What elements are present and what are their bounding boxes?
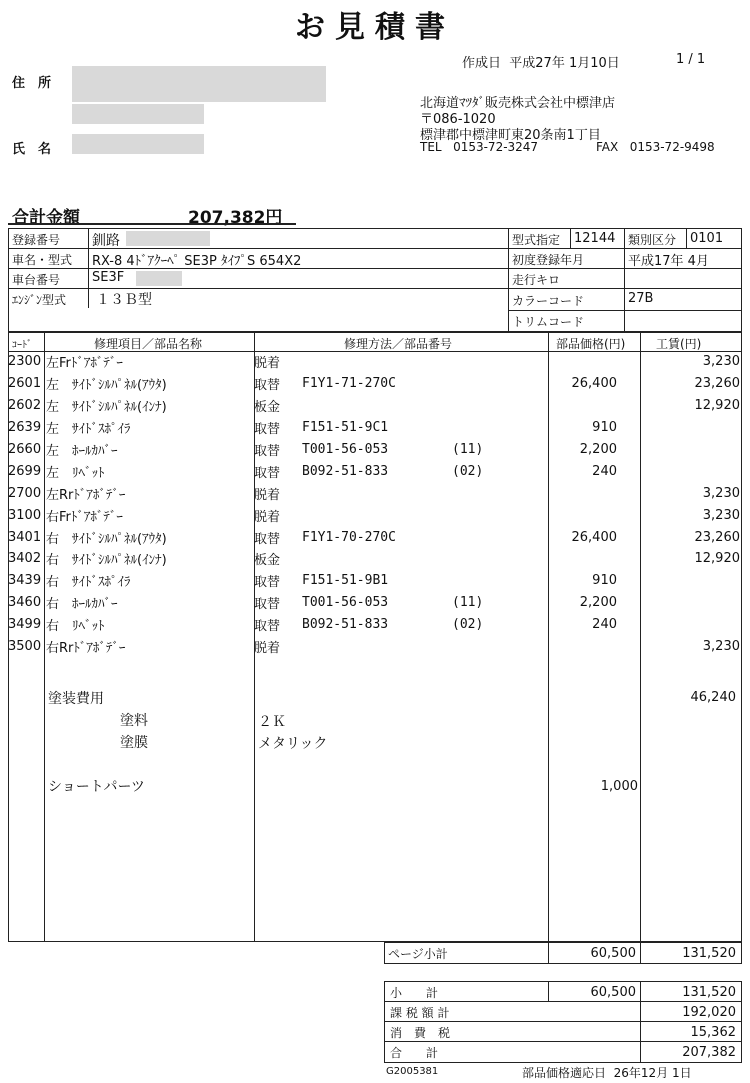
row-method: 取替 [254,597,281,613]
redacted-name [72,134,204,154]
table-row [8,351,740,373]
model-value: RX-8 4ﾄﾞｱｸｰﾍﾟ SE3P ﾀｲﾌﾟS 654X2 [92,254,302,269]
paint-film-label: 塗膜 [120,735,148,751]
paint-label: 塗装費用 [48,691,104,707]
row-method: 取替 [254,531,281,547]
row-method: 板金 [254,553,281,569]
table-row [8,570,740,592]
redacted-reg-no [126,231,210,246]
dealer-name: 北海道ﾏﾂﾀﾞ販売株式会社中標津店 [420,96,616,111]
tax-value: 15,362 [690,1025,736,1040]
short-parts-label: ショートパーツ [48,779,145,795]
total-underline [8,223,296,225]
mileage-label: 走行キロ [512,273,561,287]
row-quantity [452,548,522,570]
paint-film-value: メタリック [258,736,328,752]
row-item-name: 右Rrﾄﾞｱﾎﾞﾃﾞｰ [46,641,126,657]
row-parts-price: 240 [592,463,617,479]
row-labor-cost: 3,230 [702,485,740,501]
redacted-chassis [136,271,182,286]
table-row [8,592,740,614]
row-labor-cost: 23,260 [694,529,740,545]
row-part-number [302,548,452,570]
header-code: ｺｰﾄﾞ [12,340,32,351]
row-item-name: 右 ｻｲﾄﾞｼﾙﾊﾟﾈﾙ(ｲﾝﾅ) [46,553,167,569]
row-part-number [302,482,452,504]
row-method: 取替 [254,465,281,481]
row-part-number: B092-51-833 [302,617,389,633]
row-code: 2699 [8,463,42,479]
paint-type-label: 塗料 [120,713,148,729]
grand-total-value: 207,382 [682,1045,736,1060]
row-labor-cost [621,592,740,614]
model-label: 車名・型式 [12,253,73,267]
summary-row-divider [384,1021,742,1022]
row-parts-price: 2,200 [579,595,617,611]
table-row [8,373,740,395]
row-parts-price: 240 [592,617,617,633]
row-item-name: 右 ﾎｰﾙｶﾊﾞｰ [46,597,118,613]
row-code: 2700 [8,485,42,501]
row-quantity [452,417,522,439]
items-table-body [8,351,740,657]
chassis-label: 車台番号 [12,273,61,287]
row-part-number: B092-51-833 [302,463,389,479]
items-table [8,351,740,657]
row-quantity [452,570,522,592]
table-row [8,482,740,504]
row-parts-price [522,482,621,504]
header-method: 修理方法／部品番号 [344,337,453,351]
redacted-address [72,66,326,102]
row-item-name: 右 ﾘﾍﾞｯﾄ [46,619,105,635]
first-reg-value: 平成17年 4月 [628,254,709,269]
row-method: 取替 [254,444,281,459]
row-labor-cost: 3,230 [702,354,740,370]
row-method: 脱着 [254,509,281,525]
row-quantity [452,636,522,658]
row-code: 3499 [8,617,42,633]
page-title: お見積書 [295,10,455,45]
created-date: 平成27年 1月10日 [509,56,620,71]
row-item-name: 左Rrﾄﾞｱﾎﾞﾃﾞｰ [46,487,126,503]
header-item: 修理項目／部品名称 [94,337,203,351]
vehicle-col-divider [686,228,687,248]
row-labor-cost: 12,920 [694,398,740,414]
row-parts-price: 910 [592,420,617,436]
table-row [8,614,740,636]
paint-labor: 46,240 [690,690,736,705]
vehicle-col-divider [570,228,571,248]
table-row [8,439,740,461]
summary-row-divider [384,1001,742,1002]
row-code: 2601 [8,376,42,392]
row-quantity [452,373,522,395]
row-part-number: F1Y1-70-270C [302,529,396,545]
row-item-name: 左 ｻｲﾄﾞｼﾙﾊﾟﾈﾙ(ｱｳﾀ) [46,378,167,394]
first-reg-label: 初度登録年月 [512,253,585,267]
taxable-value: 192,020 [682,1005,736,1020]
dealer-postal: 〒086-1020 [420,112,496,127]
page-number: 1 / 1 [676,52,706,67]
row-code: 3439 [8,573,42,589]
row-item-name: 左 ｻｲﾄﾞｽﾎﾟｲﾗ [46,422,131,438]
table-row [8,504,740,526]
type-label: 型式指定 [512,233,561,247]
vehicle-row-divider [508,310,742,311]
row-method: 板金 [254,400,281,416]
page-subtotal-labor: 131,520 [682,946,736,961]
row-code: 2639 [8,420,42,436]
table-row [8,460,740,482]
redacted-address-line2 [72,104,204,124]
price-date-value: 26年12月 1日 [613,1066,692,1080]
subtotal-labor: 131,520 [682,985,736,1000]
row-code: 3500 [8,639,42,655]
row-item-name: 右Frﾄﾞｱﾎﾞﾃﾞｰ [46,509,123,525]
dealer-phone-line [420,140,538,154]
trim-label: トリムコード [512,315,585,329]
row-part-number: T001-56-053 [302,595,389,611]
row-labor-cost: 3,230 [702,639,740,655]
vehicle-col-divider [88,228,89,308]
row-parts-price [522,395,621,417]
row-labor-cost: 23,260 [694,376,740,392]
table-row [8,636,740,658]
row-item-name: 左Frﾄﾞｱﾎﾞﾃﾞｰ [46,356,123,372]
row-parts-price [522,351,621,373]
engine-value: １３Ｂ型 [96,292,152,308]
row-labor-cost: 12,920 [694,551,740,567]
row-quantity [452,504,522,526]
short-parts-price: 1,000 [600,779,638,794]
class-label: 類別区分 [628,233,677,247]
chassis-value: SE3F [92,270,125,285]
paint-type-value: ２Ｋ [258,714,286,730]
table-row [8,395,740,417]
row-method: 脱着 [254,356,281,372]
row-quantity: (02) [452,617,484,633]
row-labor-cost [621,417,740,439]
row-parts-price: 26,400 [571,529,617,545]
page-subtotal-label: ページ小計 [388,947,448,961]
row-quantity [452,526,522,548]
form-number: G2005381 [386,1066,439,1077]
header-price: 部品価格(円) [556,337,626,351]
row-code: 3401 [8,529,42,545]
row-quantity: (02) [452,463,484,479]
row-method: 脱着 [254,641,281,657]
created-date-line [462,52,620,71]
row-item-name: 左 ｻｲﾄﾞｼﾙﾊﾟﾈﾙ(ｲﾝﾅ) [46,400,167,416]
row-part-number [302,504,452,526]
total-label: 合計金額 [12,208,80,228]
row-quantity: (11) [452,442,484,457]
engine-label: ｴﾝｼﾞﾝ型式 [12,293,67,307]
price-date-label: 部品価格適応日 [522,1066,607,1080]
row-code: 2300 [8,354,42,370]
row-method: 取替 [254,619,281,635]
row-code: 3100 [8,507,42,523]
dealer-fax-line [596,140,715,154]
row-code: 3460 [8,595,42,611]
table-row [8,548,740,570]
row-part-number: T001-56-053 [302,442,389,457]
row-part-number [302,636,452,658]
reg-no-value: 釧路 [92,233,120,249]
row-parts-price [522,548,621,570]
tax-label: 消 費 税 [390,1026,451,1040]
address-label: 住 所 [12,76,52,91]
row-parts-price: 2,200 [579,442,617,457]
dealer-address: 標津郡中標津町東20条南1丁目 [420,128,601,143]
row-labor-cost [621,439,740,461]
subtotal-label: 小 計 [390,986,439,1000]
row-parts-price [522,504,621,526]
vehicle-col-divider [508,228,509,332]
color-label: カラーコード [512,294,585,308]
row-parts-price: 910 [592,573,617,589]
row-part-number [302,395,452,417]
table-row [8,417,740,439]
name-label: 氏 名 [12,142,52,157]
created-label: 作成日 [462,56,502,71]
vehicle-col-divider [624,228,625,332]
tel-number: 0153-72-3247 [453,140,539,154]
fax-number: 0153-72-9498 [629,140,715,154]
row-labor-cost [621,460,740,482]
row-part-number: F151-51-9C1 [302,420,389,436]
row-parts-price: 26,400 [571,376,617,392]
subtotal-parts: 60,500 [590,985,636,1000]
row-part-number [302,351,452,373]
row-labor-cost [621,570,740,592]
row-quantity [452,482,522,504]
row-method: 取替 [254,378,281,394]
row-parts-price [522,636,621,658]
row-item-name: 左 ﾘﾍﾞｯﾄ [46,465,105,481]
header-labor: 工賃(円) [656,337,702,351]
row-labor-cost [621,614,740,636]
row-item-name: 左 ﾎｰﾙｶﾊﾞｰ [46,444,118,459]
row-method: 取替 [254,422,281,438]
grand-total-label: 合 計 [390,1046,439,1060]
taxable-label: 課 税 額 計 [390,1006,450,1020]
row-quantity: (11) [452,595,484,611]
row-quantity [452,395,522,417]
row-part-number: F151-51-9B1 [302,573,389,589]
row-part-number: F1Y1-71-270C [302,376,396,392]
page-subtotal-parts: 60,500 [590,946,636,961]
type-value: 12144 [574,231,616,246]
row-quantity [452,351,522,373]
row-item-name: 右 ｻｲﾄﾞｼﾙﾊﾟﾈﾙ(ｱｳﾀ) [46,531,167,547]
row-method: 取替 [254,575,281,591]
row-code: 2602 [8,398,42,414]
row-item-name: 右 ｻｲﾄﾞｽﾎﾟｲﾗ [46,575,131,591]
color-value: 27B [628,291,654,306]
price-date-line [522,1064,692,1081]
fax-label: FAX [596,140,619,154]
row-code: 3402 [8,551,42,567]
summary-row-divider [384,1041,742,1042]
reg-no-label: 登録番号 [12,233,61,247]
row-method: 脱着 [254,487,281,503]
table-row [8,526,740,548]
tel-label: TEL [420,140,442,154]
row-labor-cost: 3,230 [702,507,740,523]
class-value: 0101 [690,231,724,246]
total-amount: 207,382円 [188,208,283,228]
row-code: 2660 [8,442,42,457]
